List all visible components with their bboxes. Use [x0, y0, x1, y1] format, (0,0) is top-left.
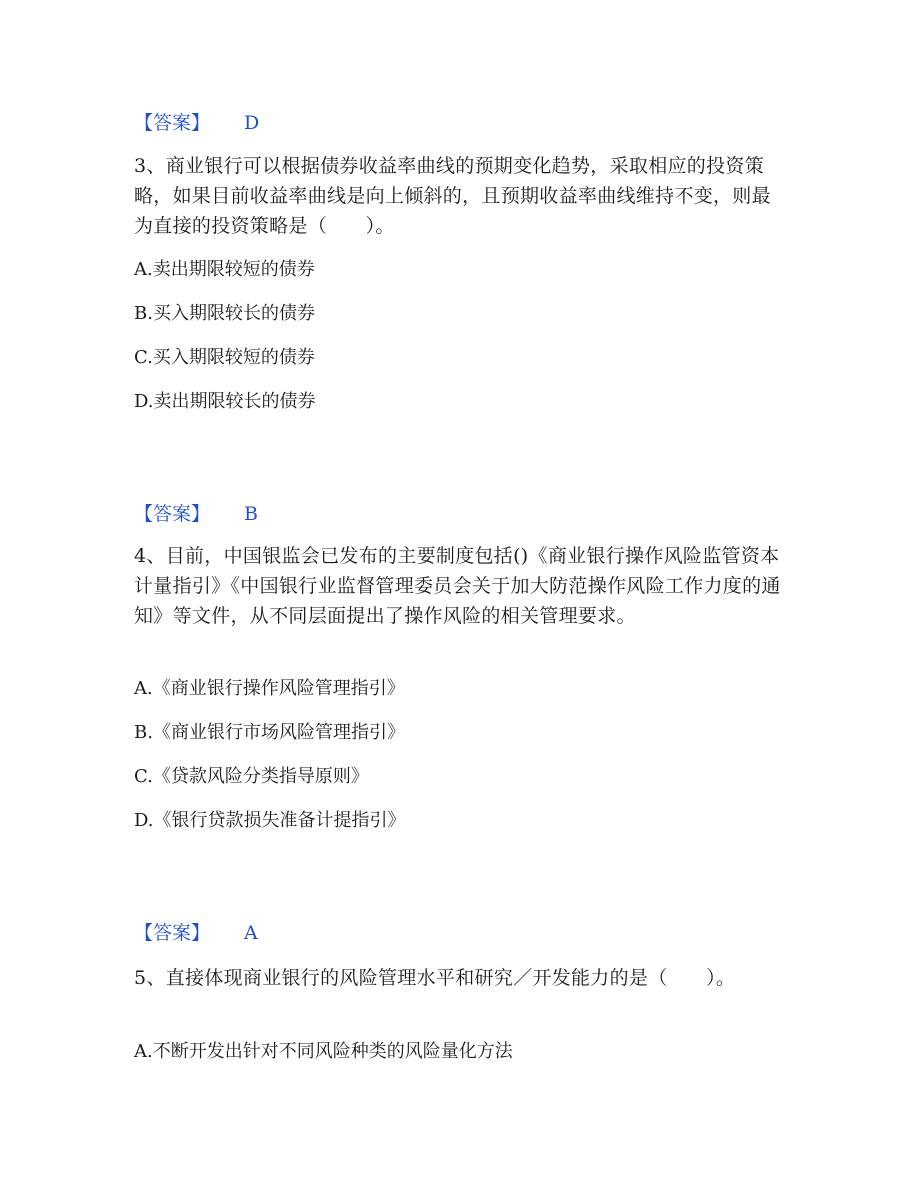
answer-label: 【答案】 [134, 922, 211, 944]
question-4-option-a: A.《商业银行操作风险管理指引》 [134, 678, 405, 699]
question-5-option-a: A.不断开发出针对不同风险种类的风险量化方法 [134, 1041, 513, 1062]
question-3-option-a: A.卖出期限较短的债券 [134, 259, 315, 280]
answer-value: B [244, 503, 258, 525]
answer-value: A [244, 922, 258, 944]
answer-label: 【答案】 [134, 503, 211, 525]
question-3-option-b: B.买入期限较长的债券 [134, 303, 315, 324]
question-3-text: 3、商业银行可以根据债券收益率曲线的预期变化趋势，采取相应的投资策略，如果目前收益率曲线是向上倾斜的，且预期收益率曲线维持不变，则最为直接的投资策略是（ ）。 [134, 155, 771, 237]
answer-value: D [244, 112, 260, 134]
answer-line [134, 111, 259, 135]
question-3-option-d: D.卖出期限较长的债券 [134, 391, 316, 412]
question-4-option-b: B.《商业银行市场风险管理指引》 [134, 722, 405, 743]
question-4-text: 4、目前，中国银监会已发布的主要制度包括()《商业银行操作风险监管资本计量指引》《中国银行业监督管理委员会关于加大防范操作风险工作力度的通知》等文件，从不同层面提出了操作风险的相关管理要求。 [134, 545, 781, 627]
question-4-option-d: D.《银行贷款损失准备计提指引》 [134, 810, 406, 831]
answer-line [134, 502, 258, 526]
answer-label: 【答案】 [134, 112, 211, 134]
question-5-text: 5、直接体现商业银行的风险管理水平和研究／开发能力的是（ ）。 [134, 967, 736, 989]
question-3-option-c: C.买入期限较短的债券 [134, 347, 315, 368]
answer-line [134, 921, 258, 945]
question-4-option-c: C.《贷款风险分类指导原则》 [134, 766, 369, 787]
